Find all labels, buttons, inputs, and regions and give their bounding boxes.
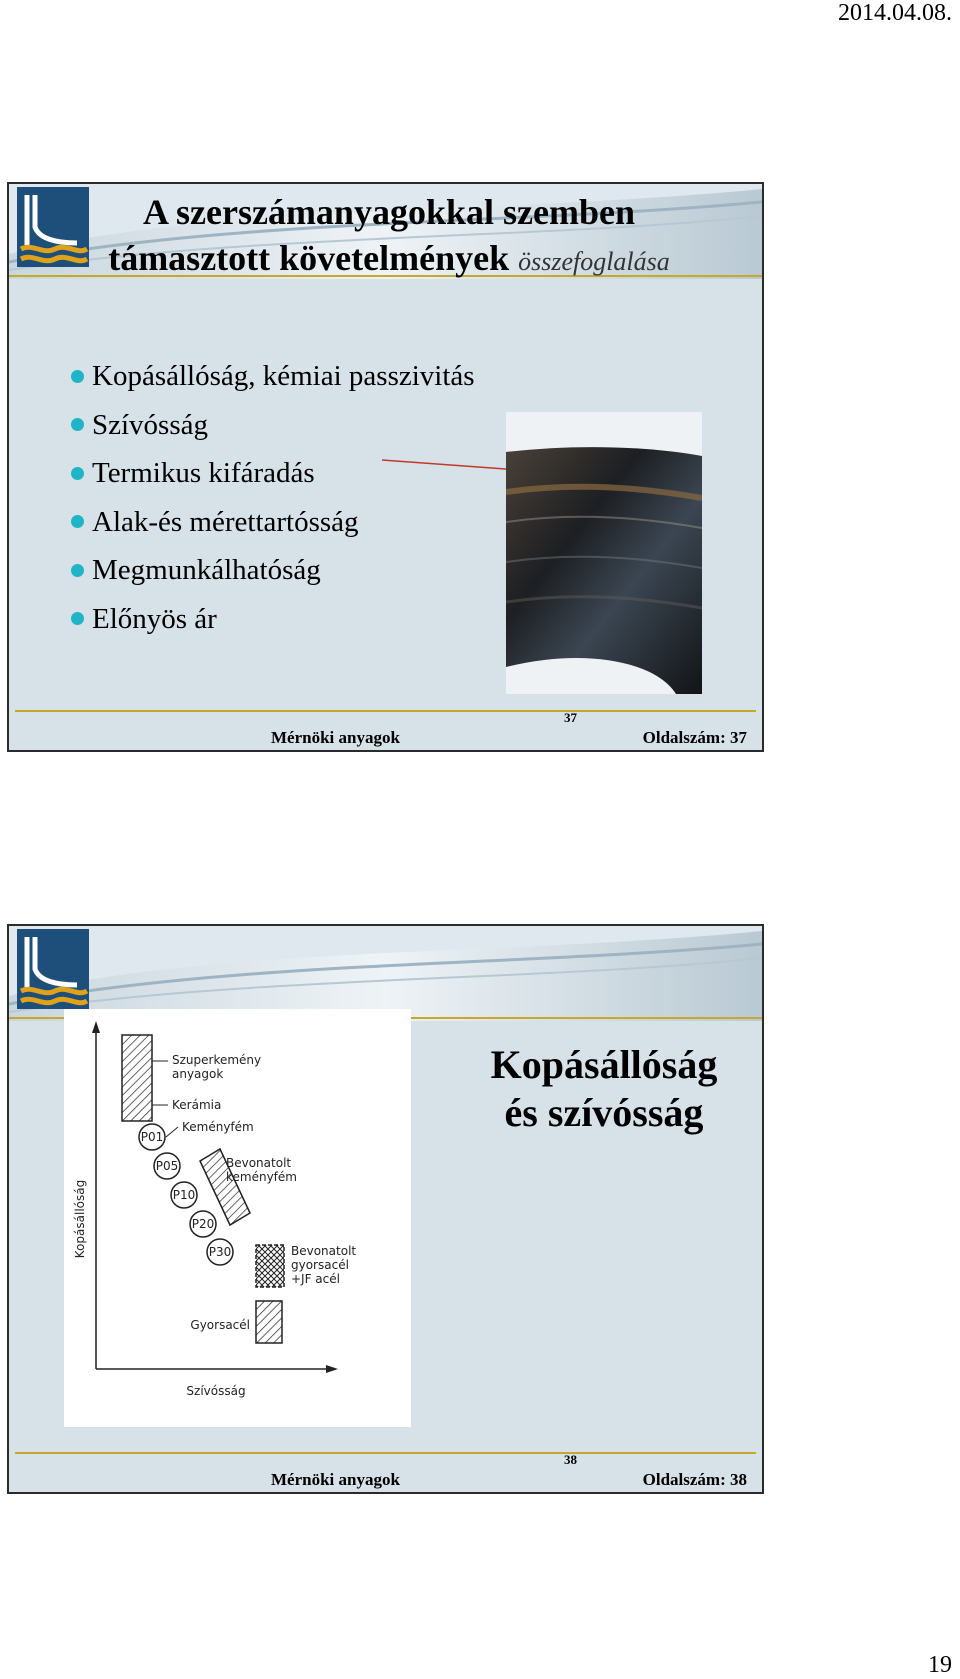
coated-hardmetal-label-2: keményfém	[226, 1170, 297, 1184]
list-item	[71, 546, 475, 595]
slide-title	[464, 1041, 744, 1137]
slide-title	[79, 189, 699, 285]
coated-hss-label-3: +JF acél	[291, 1272, 340, 1286]
superhard-label-1: Szuperkemény	[172, 1053, 262, 1067]
hss-label: Gyorsacél	[190, 1318, 250, 1332]
grade-p01-label: P01	[140, 1130, 164, 1144]
slide-number: 38	[564, 1452, 577, 1467]
list-item-text: Megmunkálhatóság	[92, 554, 321, 586]
header-wave-band	[9, 926, 762, 1021]
list-item	[71, 401, 475, 450]
hss-bar	[256, 1301, 282, 1343]
title-bold-part: támasztott követelmények	[108, 238, 510, 278]
coated-hss-label-2: gyorsacél	[291, 1258, 349, 1272]
y-axis-label: Kopásállóság	[73, 1179, 87, 1259]
grade-p20-label: P20	[191, 1217, 215, 1231]
title-line-2: és szívósság	[504, 1090, 704, 1135]
page-date: 2014.04.08.	[838, 0, 952, 26]
footer-divider	[15, 710, 756, 712]
slide-38	[7, 924, 764, 1494]
coated-hss-label-1: Bevonatolt	[291, 1244, 357, 1258]
coated-hss-bar	[256, 1245, 284, 1287]
coated-hardmetal-label-1: Bevonatolt	[226, 1156, 292, 1170]
x-axis-label: Szívósság	[186, 1384, 246, 1398]
list-item-text: Előnyös ár	[92, 602, 217, 635]
bullet-icon	[71, 418, 84, 431]
ceramic-label: Kerámia	[172, 1098, 222, 1112]
hardmetal-label: Keményfém	[182, 1120, 254, 1134]
bullet-icon	[71, 467, 84, 480]
y-axis-arrow-icon	[92, 1021, 100, 1033]
page-number: 19	[928, 1652, 952, 1678]
list-item-text: Szívósság	[92, 408, 208, 441]
bullet-icon	[71, 564, 84, 577]
grade-p30-label: P30	[208, 1245, 232, 1259]
list-item	[71, 595, 475, 644]
requirements-list	[71, 352, 475, 643]
bullet-icon	[71, 370, 84, 383]
list-item	[71, 352, 475, 401]
grade-p05-label: P05	[155, 1159, 179, 1173]
slide-number: 37	[564, 710, 577, 725]
title-line-1: A szerszámanyagokkal szemben	[143, 192, 635, 232]
worn-tool-photo	[506, 412, 702, 694]
bullet-icon	[71, 612, 84, 625]
list-item-text: Kopásállóság, kémiai passzivitás	[92, 360, 475, 392]
wear-toughness-diagram	[64, 1009, 411, 1427]
footer-course-title: Mérnöki anyagok	[271, 1470, 400, 1489]
tool-image	[506, 412, 702, 694]
list-item-text: Alak-és mérettartósság	[92, 505, 359, 538]
university-logo-icon	[17, 929, 89, 1009]
grade-p10-label: P10	[172, 1188, 196, 1202]
footer-course-title: Mérnöki anyagok	[271, 728, 400, 747]
list-item	[71, 449, 475, 498]
list-item-text: Termikus kifáradás	[92, 457, 315, 489]
footer-page-label: Oldalszám: 38	[642, 1470, 747, 1489]
footer-page-label: Oldalszám: 37	[642, 728, 747, 747]
slide-37	[7, 182, 764, 752]
title-line-2	[79, 235, 699, 285]
x-axis-arrow-icon	[326, 1365, 338, 1373]
list-item	[71, 498, 475, 547]
title-line-1: Kopásállóság	[490, 1042, 718, 1087]
title-italic-part: összefoglalása	[518, 247, 670, 276]
bullet-icon	[71, 515, 84, 528]
footer-divider	[15, 1452, 756, 1454]
superhard-label-2: anyagok	[172, 1067, 224, 1081]
superhard-bar	[122, 1035, 152, 1121]
